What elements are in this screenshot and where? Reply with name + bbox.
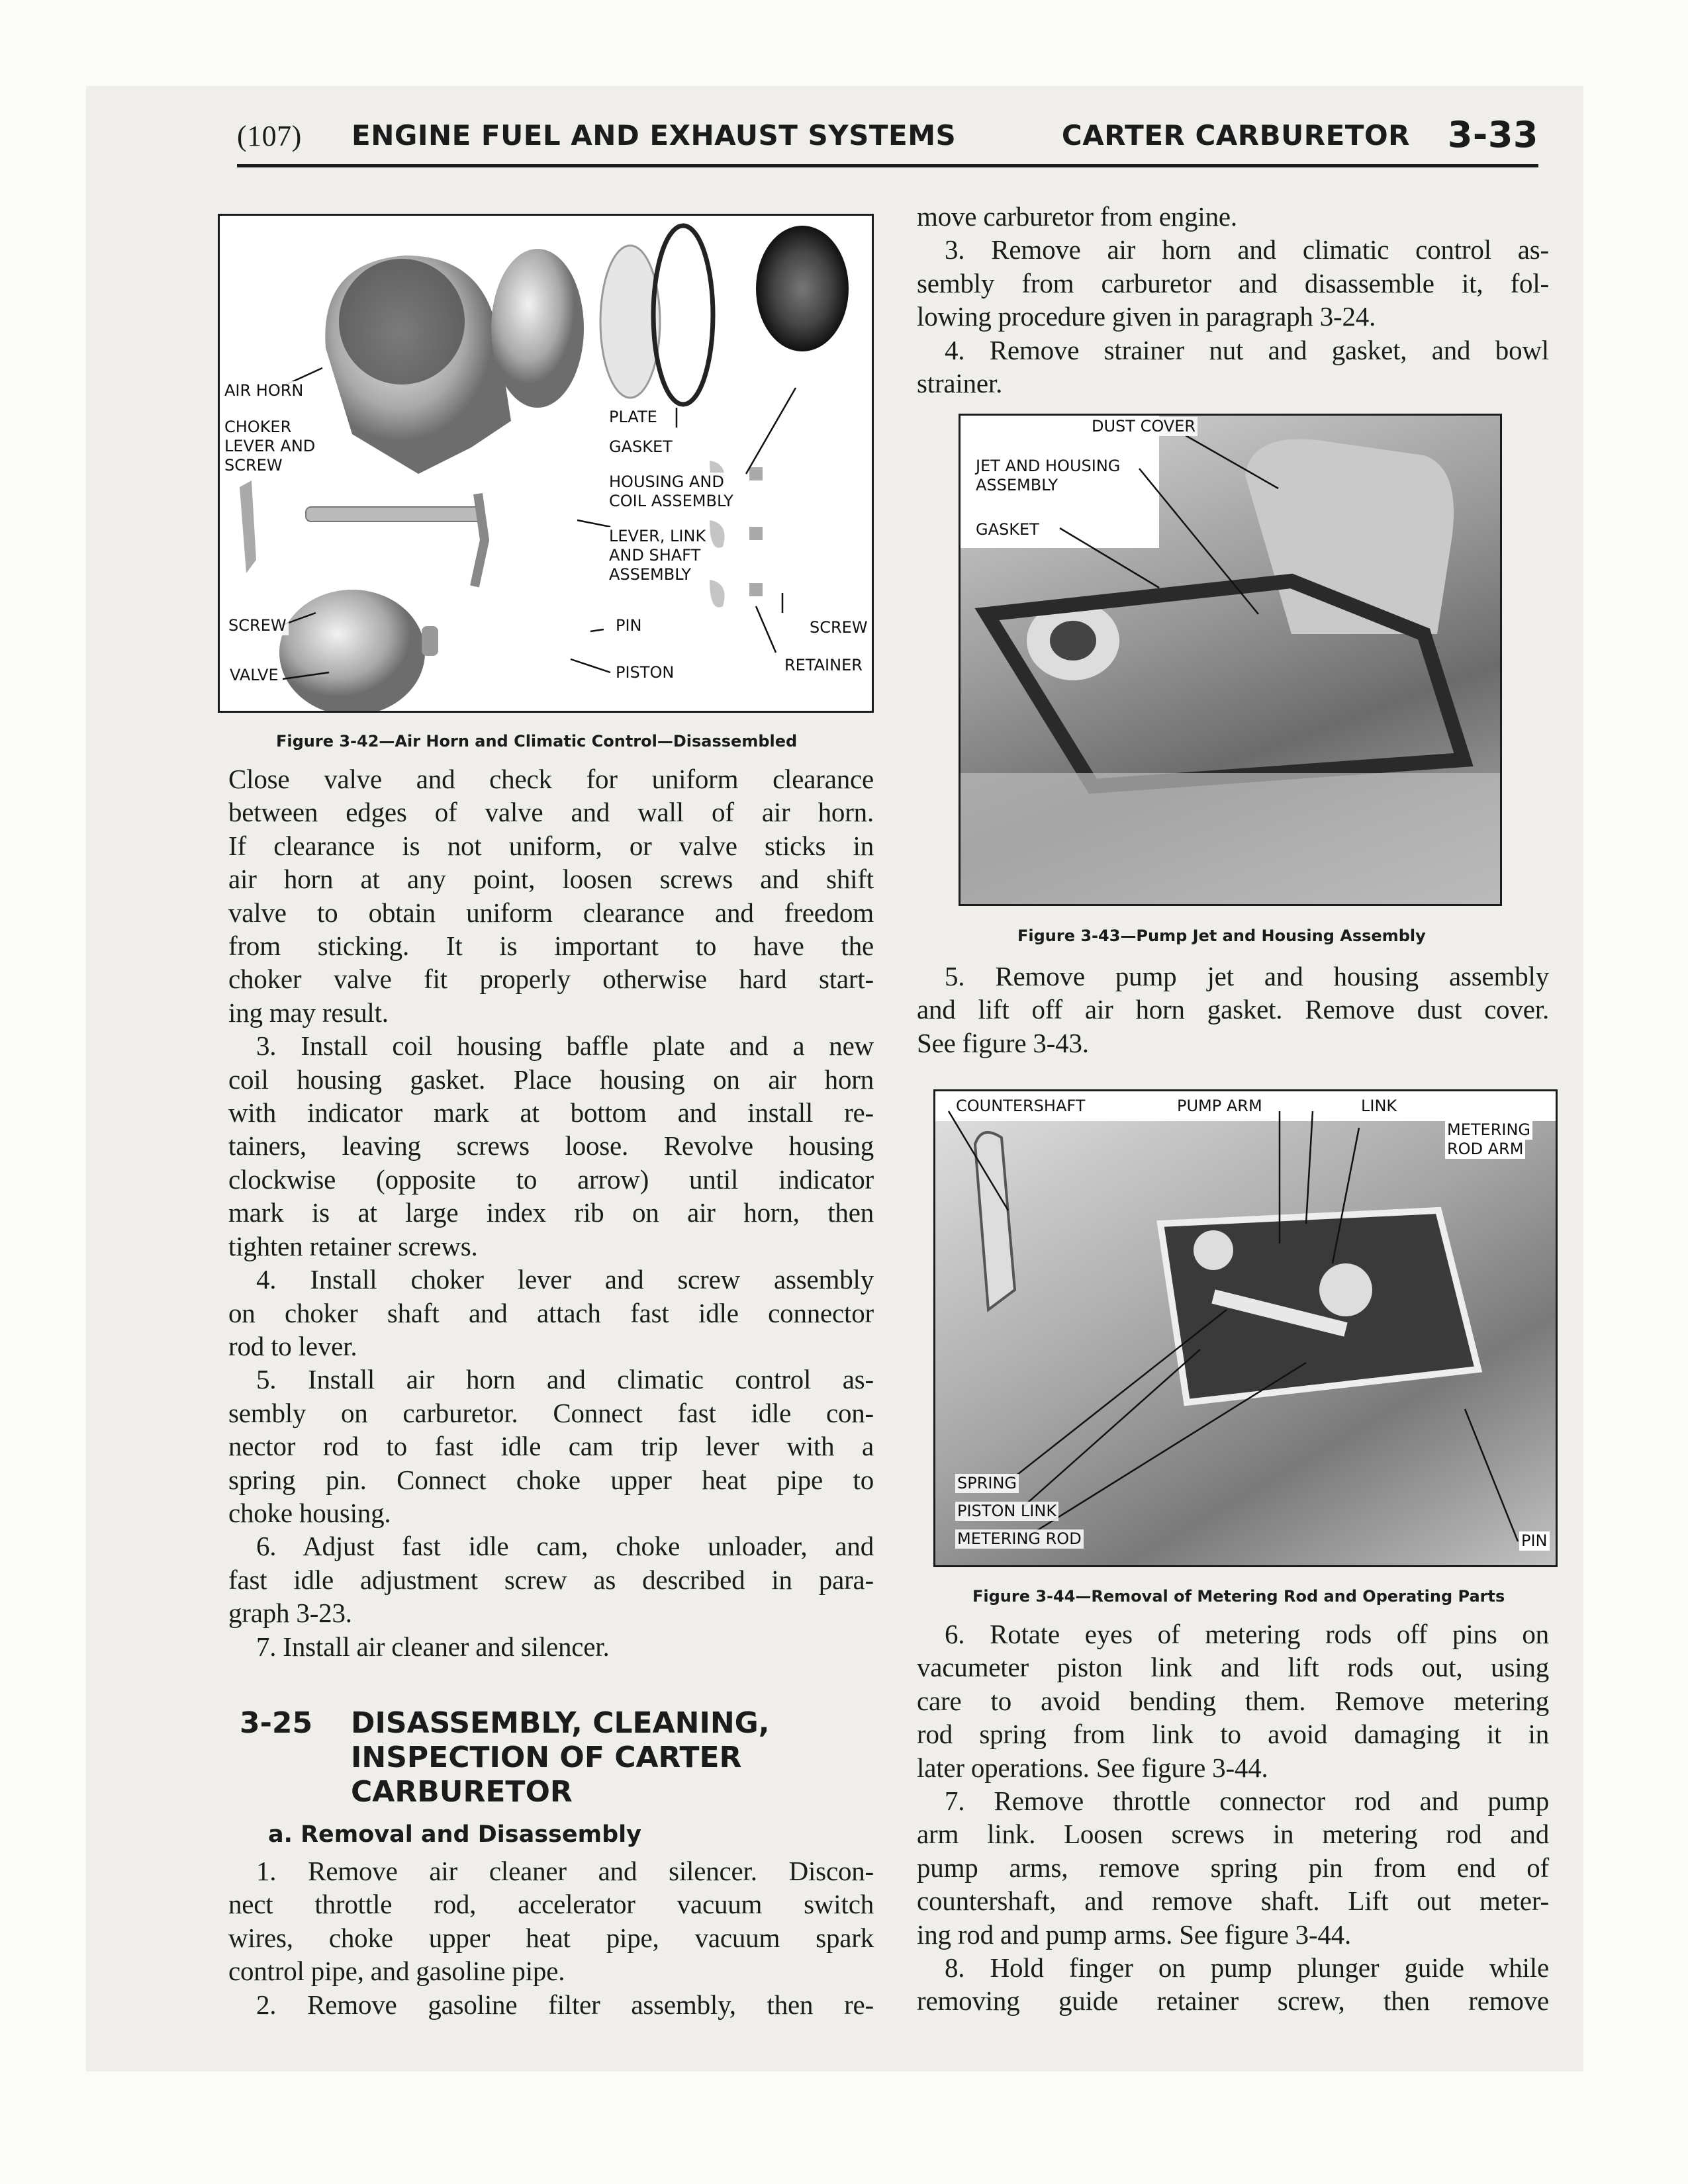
- paragraph: [917, 960, 1549, 1060]
- figure-3-44-image: [933, 1089, 1558, 1567]
- paragraph: [228, 1988, 874, 2021]
- paragraph: [917, 334, 1549, 400]
- text-line: ing may result.: [228, 997, 389, 1028]
- right-column-text: [917, 1617, 1549, 2018]
- carburetor-parts-illustration: [220, 216, 872, 711]
- label-link: LINK: [1359, 1097, 1399, 1116]
- text-line: rod to lever.: [228, 1330, 357, 1361]
- section-page-number: 3-33: [1447, 114, 1538, 156]
- section-heading-line: DISASSEMBLY, CLEANING,: [351, 1706, 770, 1740]
- text-line: and lift off air horn gasket. Remove dust cover.: [917, 994, 1549, 1025]
- text-line: choker valve fit properly otherwise hard start-: [228, 964, 874, 995]
- paragraph: [228, 762, 874, 1029]
- label-pin: PIN: [614, 616, 644, 635]
- label-assembly: ASSEMBLY: [974, 476, 1060, 495]
- label-metering-rod: METERING ROD: [955, 1529, 1084, 1549]
- text-line: 7. Remove throttle connector rod and pump: [945, 1786, 1549, 1817]
- text-line: 3. Install coil housing baffle plate and a new: [256, 1030, 874, 1062]
- right-column-text: [917, 200, 1549, 400]
- text-line: lowing procedure given in paragraph 3-24.: [917, 301, 1376, 332]
- text-line: 5. Remove pump jet and housing assembly: [945, 961, 1549, 991]
- label-retainer: RETAINER: [782, 656, 865, 675]
- label-jet-and-housing: JET AND HOUSING: [974, 457, 1122, 476]
- right-column-text: [917, 960, 1549, 1060]
- text-line: Close valve and check for uniform clearance: [228, 764, 874, 794]
- text-line: spring pin. Connect choke upper heat pipe to: [228, 1464, 874, 1495]
- label-rod-arm: ROD ARM: [1445, 1140, 1525, 1159]
- label-plate: PLATE: [607, 408, 659, 427]
- paragraph: [228, 1529, 874, 1629]
- text-line: choke housing.: [228, 1497, 391, 1528]
- text-line: fast idle adjustment screw as described in para-: [228, 1564, 874, 1595]
- label-gasket: GASKET: [607, 437, 675, 457]
- text-line: move carburetor from engine.: [917, 201, 1237, 232]
- text-line: 2. Remove gasoline filter assembly, then re-: [256, 1989, 874, 2020]
- text-line: control pipe, and gasoline pipe.: [228, 1956, 565, 1987]
- text-line: valve to obtain uniform clearance and freedom: [228, 897, 874, 928]
- page-number: (107): [237, 120, 302, 152]
- section-number: 3-25: [240, 1706, 313, 1740]
- paragraph: [228, 1263, 874, 1363]
- figure-3-44-caption: Figure 3-44—Removal of Metering Rod and Operating Parts: [972, 1587, 1505, 1606]
- label-housing-and: HOUSING AND: [607, 473, 726, 492]
- figure-3-43-image: [959, 414, 1502, 906]
- text-line: 7. Install air cleaner and silencer.: [256, 1631, 610, 1662]
- text-line: 8. Hold finger on pump plunger guide while: [945, 1952, 1549, 1983]
- label-countershaft: COUNTERSHAFT: [954, 1097, 1087, 1116]
- label-coil-assembly: COIL ASSEMBLY: [607, 492, 735, 511]
- section-heading-line: CARBURETOR: [351, 1775, 573, 1809]
- label-gasket: GASKET: [974, 520, 1041, 539]
- text-line: rod spring from link to avoid damaging it in: [917, 1719, 1549, 1750]
- text-line: from sticking. It is important to have the: [228, 931, 874, 962]
- figure-3-42-image: [218, 214, 874, 713]
- label-screw-right: SCREW: [808, 618, 870, 637]
- text-line: strainer.: [917, 368, 1003, 399]
- label-and-shaft: AND SHAFT: [607, 546, 702, 565]
- metering-rod-photo: [935, 1091, 1556, 1565]
- label-choker: CHOKER: [222, 418, 293, 437]
- text-line: 4. Remove strainer nut and gasket, and bowl: [945, 334, 1549, 365]
- text-line: sembly on carburetor. Connect fast idle con-: [228, 1397, 874, 1428]
- text-line: air horn at any point, loosen screws and shift: [228, 864, 874, 895]
- text-line: with indicator mark at bottom and install re-: [228, 1097, 874, 1128]
- label-dust-cover: DUST COVER: [1090, 417, 1197, 436]
- text-line: coil housing gasket. Place housing on air horn: [228, 1064, 874, 1095]
- label-pump-arm: PUMP ARM: [1175, 1097, 1264, 1116]
- text-line: on choker shaft and attach fast idle connector: [228, 1297, 874, 1328]
- text-line: tainers, leaving screws loose. Revolve housing: [228, 1130, 874, 1161]
- label-pin: PIN: [1519, 1531, 1550, 1551]
- text-line: 4. Install choker lever and screw assembly: [256, 1264, 874, 1295]
- label-air-horn: AIR HORN: [222, 381, 305, 400]
- text-line: If clearance is not uniform, or valve sticks in: [228, 830, 874, 861]
- paragraph: [917, 200, 1549, 233]
- subheading: a. Removal and Disassembly: [268, 1821, 641, 1848]
- chapter-title: ENGINE FUEL AND EXHAUST SYSTEMS: [352, 119, 957, 152]
- text-line: graph 3-23.: [228, 1598, 352, 1629]
- paragraph: [917, 1951, 1549, 2018]
- paragraph: [917, 1784, 1549, 1951]
- label-screw: SCREW: [222, 456, 285, 475]
- paragraph: [917, 1617, 1549, 1784]
- text-line: 6. Rotate eyes of metering rods off pins on: [945, 1619, 1549, 1649]
- text-line: arm link. Loosen screws in metering rod and: [917, 1819, 1549, 1850]
- label-metering: METERING: [1445, 1120, 1532, 1140]
- text-line: 5. Install air horn and climatic control as-: [256, 1364, 874, 1395]
- paragraph: [228, 1854, 874, 1988]
- text-line: wires, choke upper heat pipe, vacuum spark: [228, 1922, 874, 1953]
- label-lever-and: LEVER AND: [222, 437, 317, 456]
- figure-3-43-caption: Figure 3-43—Pump Jet and Housing Assembly: [1017, 927, 1426, 945]
- section-heading-line: INSPECTION OF CARTER: [351, 1741, 742, 1774]
- text-line: nect throttle rod, accelerator vacuum switch: [228, 1889, 874, 1920]
- text-line: clockwise (opposite to arrow) until indicator: [228, 1163, 874, 1195]
- header-rule: [237, 164, 1538, 167]
- text-line: care to avoid bending them. Remove metering: [917, 1685, 1549, 1716]
- text-line: 6. Adjust fast idle cam, choke unloader, and: [256, 1531, 874, 1562]
- text-line: 1. Remove air cleaner and silencer. Discon-: [256, 1856, 874, 1886]
- text-line: 3. Remove air horn and climatic control as-: [945, 234, 1549, 265]
- paragraph: [228, 1029, 874, 1263]
- text-line: countershaft, and remove shaft. Lift out meter-: [917, 1886, 1549, 1917]
- paragraph: [228, 1630, 874, 1663]
- figure-3-42-caption: Figure 3-42—Air Horn and Climatic Control—Disassembled: [276, 732, 798, 751]
- text-line: between edges of valve and wall of air horn.: [228, 797, 874, 828]
- text-line: mark is at large index rib on air horn, then: [228, 1197, 874, 1228]
- label-spring: SPRING: [955, 1474, 1019, 1493]
- section-title: CARTER CARBURETOR: [1061, 119, 1410, 152]
- text-line: See figure 3-43.: [917, 1027, 1089, 1058]
- text-line: later operations. See figure 3-44.: [917, 1752, 1268, 1783]
- text-line: ing rod and pump arms. See figure 3-44.: [917, 1919, 1352, 1950]
- text-line: removing guide retainer screw, then remove: [917, 1985, 1549, 2017]
- label-piston: PISTON: [614, 663, 676, 682]
- left-column-text: [228, 762, 874, 1663]
- text-line: sembly from carburetor and disassemble it, fol-: [917, 267, 1549, 298]
- label-assembly: ASSEMBLY: [607, 565, 693, 584]
- label-piston-link: PISTON LINK: [955, 1502, 1058, 1521]
- text-line: tighten retainer screws.: [228, 1230, 478, 1261]
- label-lever-link: LEVER, LINK: [607, 527, 708, 546]
- left-column-text: [228, 1854, 874, 2021]
- text-line: pump arms, remove spring pin from end of: [917, 1852, 1549, 1883]
- label-valve: VALVE: [228, 666, 281, 685]
- text-line: vacumeter piston link and lift rods out, using: [917, 1652, 1549, 1683]
- label-screw-left: SCREW: [226, 616, 289, 635]
- text-line: nector rod to fast idle cam trip lever with a: [228, 1431, 874, 1462]
- paragraph: [917, 233, 1549, 333]
- paragraph: [228, 1363, 874, 1529]
